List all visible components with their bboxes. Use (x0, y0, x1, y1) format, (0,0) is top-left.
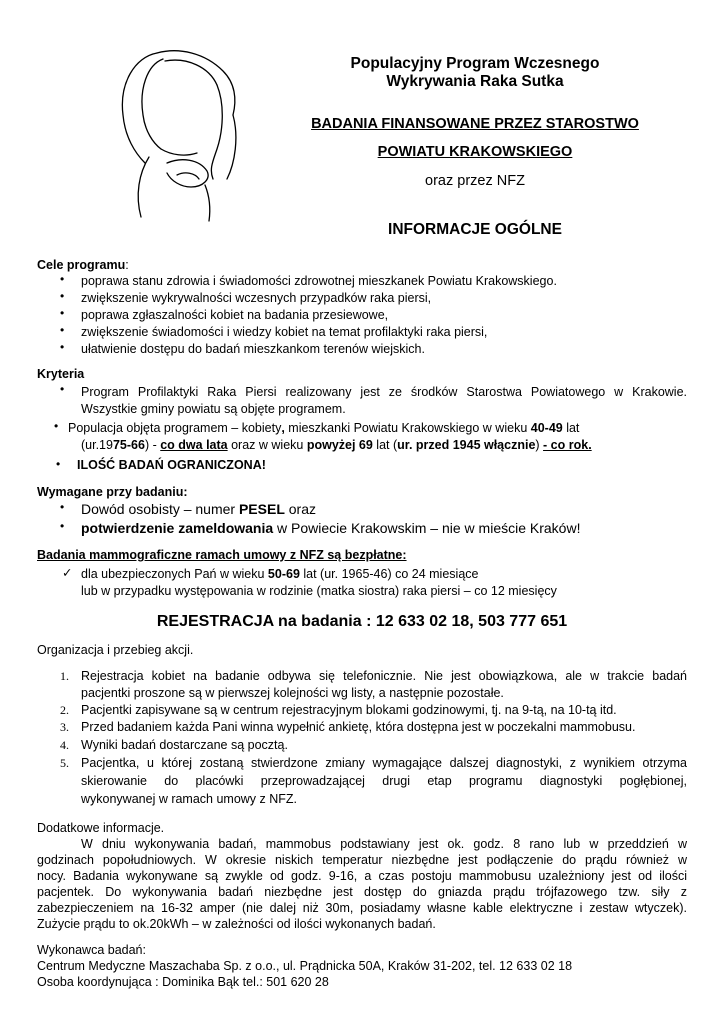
organization-item1-line1: Rejestracja kobiet na badanie odbywa się telefonicznie. Nie jest obowiązkowa, ale w trakcie badań (81, 669, 687, 683)
contractor-heading: Wykonawca badań: (37, 943, 146, 957)
bullet-icon: • (54, 419, 59, 433)
organization-heading: Organizacja i przebieg akcji. (37, 643, 194, 657)
criteria-heading: Kryteria (37, 367, 85, 381)
goal-item: ułatwienie dostępu do badań mieszkankom terenów wiejskich. (81, 342, 425, 356)
registration-phone: REJESTRACJA na badania : 12 633 02 18, 503 777 651 (156, 613, 568, 630)
bullet-icon: • (60, 500, 65, 514)
criteria-item2-line1: Populacja objęta programem – kobiety, mieszkanki Powiatu Krakowskiego w wieku 40-49 lat (68, 421, 580, 435)
criteria-item3: ILOŚĆ BADAŃ OGRANICZONA! (77, 458, 266, 472)
bullet-icon: • (60, 272, 65, 286)
check-icon: ✓ (62, 566, 73, 580)
bullet-icon: • (60, 306, 65, 320)
required-item2: potwierdzenie zameldowania w Powiecie Krakowskim – nie w mieście Kraków! (81, 520, 581, 536)
organization-item5-line3: wykonywanej w ramach umowy z NFZ. (81, 792, 298, 806)
goal-item: zwiększenie wykrywalności wczesnych przypadków raka piersi, (81, 291, 432, 305)
additional-line3: nocy. Badania wykonywane są zwykle od godz. 9-16, a czas postoju mammobusu uzależniony jest od ilości (37, 869, 687, 883)
list-number: 1. (60, 669, 69, 683)
contractor-address: Centrum Medyczne Maszachaba Sp. z o.o., ul. Prądnicka 50A, Kraków 31-202, tel. 12 633 02 18 (37, 959, 573, 973)
funded-heading-line1: BADANIA FINANSOWANE PRZEZ STAROSTWO (311, 116, 639, 132)
additional-line2: godzinach popołudniowych. W okresie niskich temperatur niezbędne jest podłączenie do prądu również w (37, 853, 687, 867)
additional-line5: zabezpieczeniem na 16-32 amper (nie dalej niż 30m, posiadamy własne kable elektryczne i zestaw wtyczek). (37, 901, 687, 915)
organization-item5-line1: Pacjentka, u której zostaną stwierdzone zmiany wymagające dalszej diagnostyki, z wynikiem otrzyma (81, 756, 687, 770)
required-heading: Wymagane przy badaniu: (37, 485, 188, 499)
list-number: 3. (60, 720, 69, 734)
program-title-line2: Wykrywania Raka Sutka (386, 73, 564, 90)
mammo-line1: dla ubezpieczonych Pań w wieku 50-69 lat (ur. 1965-46) co 24 miesiące (81, 567, 479, 581)
organization-item3: Przed badaniem każda Pani winna wypełnić ankietę, która dostępna jest w poczekalni mammobusu. (81, 720, 636, 734)
organization-item4: Wyniki badań dostarczane są pocztą. (81, 738, 288, 752)
goal-item: poprawa stanu zdrowia i świadomości zdrowotnej mieszkanek Powiatu Krakowskiego. (81, 274, 557, 288)
criteria-item1-line2: Wszystkie gminy powiatu są objęte programem. (81, 402, 346, 416)
goal-item: zwiększenie świadomości i wiedzy kobiet na temat profilaktyki raka piersi, (81, 325, 488, 339)
additional-heading: Dodatkowe informacje. (37, 821, 165, 835)
bullet-icon: • (60, 382, 65, 396)
criteria-item1-line1: Program Profilaktyki Raka Piersi realizowany jest ze środków Starostwa Powiatowego w Krakowie. (81, 385, 687, 399)
list-number: 4. (60, 738, 69, 752)
list-number: 5. (60, 756, 69, 770)
bullet-icon: • (60, 289, 65, 303)
organization-item5-line2: skierowanie do placówki przeprowadzającej drugi etap programu diagnostyki pogłębionej, (81, 774, 687, 788)
mammo-heading: Badania mammograficzne ramach umowy z NFZ są bezpłatne: (37, 548, 407, 562)
funded-heading-line3: oraz przez NFZ (425, 173, 525, 189)
organization-item2: Pacjentki zapisywane są w centrum rejestracyjnym blokami godzinowymi, tj. na 9-tą, na 10-tą itd. (81, 703, 617, 717)
program-title-line1: Populacyjny Program Wczesnego (350, 55, 600, 72)
organization-item1-line2: pacjentki proszone są w pierwszej kolejności wg listy, a następnie pozostałe. (81, 686, 504, 700)
general-info-heading: INFORMACJE OGÓLNE (388, 221, 562, 238)
bullet-icon: • (60, 340, 65, 354)
list-number: 2. (60, 703, 69, 717)
additional-line4: pacjentek. Do wykonywania badań niezbędne jest dostęp do gniazda prądu trójfazowego tzw. siły z (37, 885, 687, 899)
additional-line6: Zużycie prądu to ok.20kWh – w zależności od ilości wykonanych badań. (37, 917, 436, 931)
required-item1: Dowód osobisty – numer PESEL oraz (81, 501, 316, 517)
bullet-icon: • (60, 519, 65, 533)
coordinator-contact: Osoba koordynująca : Dominika Bąk tel.: 501 620 28 (37, 975, 329, 989)
criteria-item2-line2: (ur.1975-66) - co dwa lata oraz w wieku powyżej 69 lat (ur. przed 1945 włącznie) - co rok. (81, 438, 592, 452)
mammo-line2: lub w przypadku występowania w rodzinie (matka siostra) raka piersi – co 12 miesięcy (81, 584, 557, 598)
bullet-icon: • (56, 457, 61, 471)
goal-item: poprawa zgłaszalności kobiet na badania przesiewowe, (81, 308, 389, 322)
goals-heading: Cele programu: (37, 258, 129, 272)
bullet-icon: • (60, 323, 65, 337)
woman-silhouette-logo (105, 45, 255, 230)
funded-heading-line2: POWIATU KRAKOWSKIEGO (377, 144, 573, 160)
additional-line1: W dniu wykonywania badań, mammobus podstawiany jest ok. godz. 8 rano lub w przeddzień w (81, 837, 687, 851)
